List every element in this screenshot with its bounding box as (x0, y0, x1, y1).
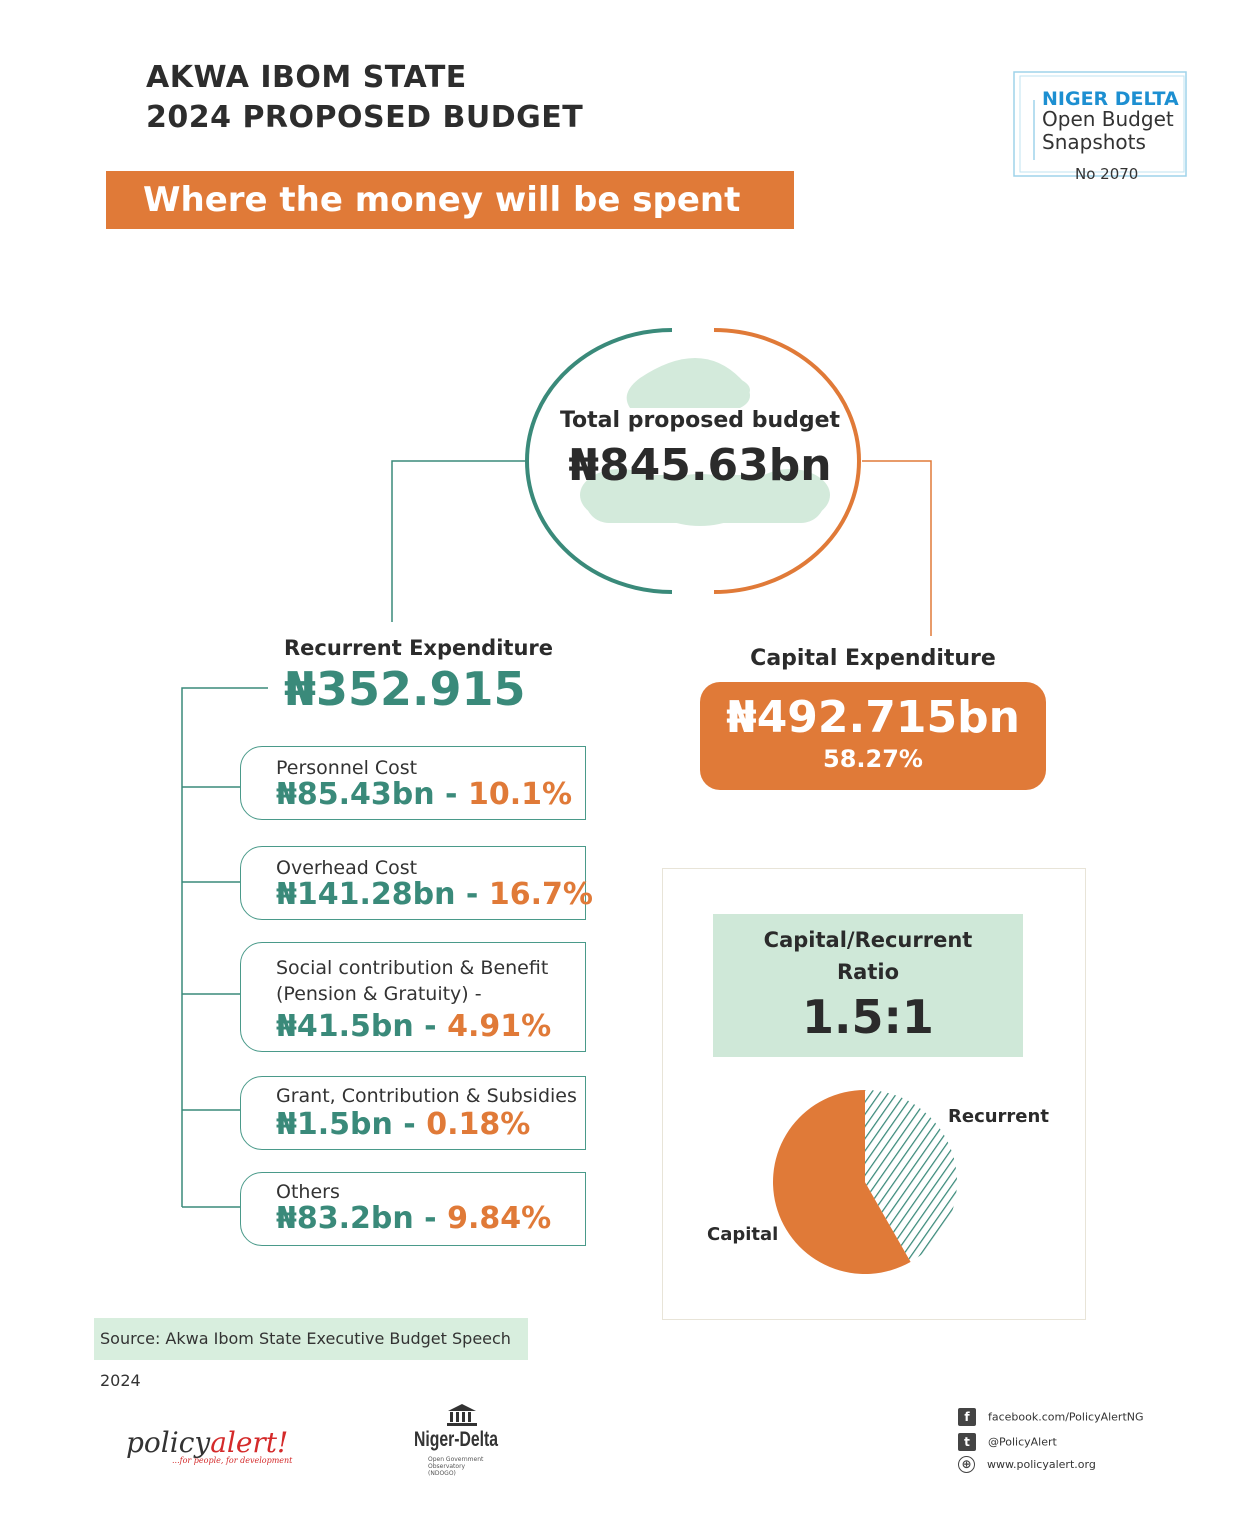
policyalert-logo: policyalert! (126, 1426, 289, 1459)
pie-label-recurrent: Recurrent (948, 1106, 1049, 1127)
niger-delta-logo: Niger-Delta (414, 1428, 499, 1451)
item-value: ₦41.5bn - 4.91% (276, 1009, 552, 1044)
twitter-link[interactable]: t @PolicyAlert (958, 1433, 1057, 1451)
capital-expenditure-value: ₦492.715bn (726, 692, 1020, 743)
website-link[interactable]: ⊕ www.policyalert.org (958, 1456, 1096, 1473)
item-label-2: (Pension & Gratuity) - (276, 983, 482, 1005)
facebook-icon: f (958, 1408, 976, 1426)
item-label: Social contribution & Benefit (276, 957, 549, 979)
title-line-2: 2024 PROPOSED BUDGET (146, 100, 584, 135)
recurrent-expenditure-label: Recurrent Expenditure (284, 636, 554, 660)
capital-expenditure-label: Capital Expenditure (750, 646, 996, 671)
ratio-label-line-1: Capital/Recurrent (763, 928, 973, 952)
niger-delta-subtitle: Open Government Observatory (NDOGO) (428, 1456, 484, 1477)
item-label: Others (276, 1181, 340, 1203)
item-value: ₦1.5bn - 0.18% (276, 1107, 531, 1142)
title-line-1: AKWA IBOM STATE (146, 60, 467, 95)
item-value: ₦85.43bn - 10.1% (276, 777, 573, 812)
section-banner: Where the money will be spent (106, 171, 794, 229)
globe-icon: ⊕ (958, 1456, 975, 1473)
source-note: Source: Akwa Ibom State Executive Budget Speech 2024 (94, 1318, 528, 1360)
recurrent-item-social (240, 942, 586, 1052)
recurrent-item-others (240, 1172, 586, 1246)
badge-number: No 2070 (1075, 165, 1139, 183)
recurrent-item-grant (240, 1076, 586, 1150)
total-budget-label: Total proposed budget (559, 408, 841, 433)
ratio-label-line-2: Ratio (836, 960, 899, 984)
item-label: Personnel Cost (276, 757, 418, 779)
facebook-link[interactable]: f facebook.com/PolicyAlertNG (958, 1408, 1144, 1426)
badge-line-2: Open Budget (1042, 107, 1174, 131)
item-value: ₦83.2bn - 9.84% (276, 1201, 552, 1236)
total-budget-value: ₦845.63bn (568, 440, 832, 491)
badge-line-1: NIGER DELTA (1042, 88, 1179, 110)
item-label: Grant, Contribution & Subsidies (276, 1085, 577, 1107)
ratio-value: 1.5:1 (802, 990, 934, 1044)
building-icon (444, 1402, 480, 1428)
recurrent-expenditure-value: ₦352.915 (284, 662, 526, 716)
item-value: ₦141.28bn - 16.7% (276, 877, 593, 912)
twitter-icon: t (958, 1433, 976, 1451)
policyalert-tagline: ...for people, for development (172, 1456, 293, 1465)
capital-recurrent-pie (760, 1080, 970, 1290)
badge-line-3: Snapshots (1042, 130, 1146, 154)
recurrent-item-personnel (240, 746, 586, 820)
capital-expenditure-percent: 58.27% (823, 745, 923, 773)
pie-label-capital: Capital (707, 1224, 779, 1245)
item-label: Overhead Cost (276, 857, 418, 879)
recurrent-item-overhead (240, 846, 593, 920)
